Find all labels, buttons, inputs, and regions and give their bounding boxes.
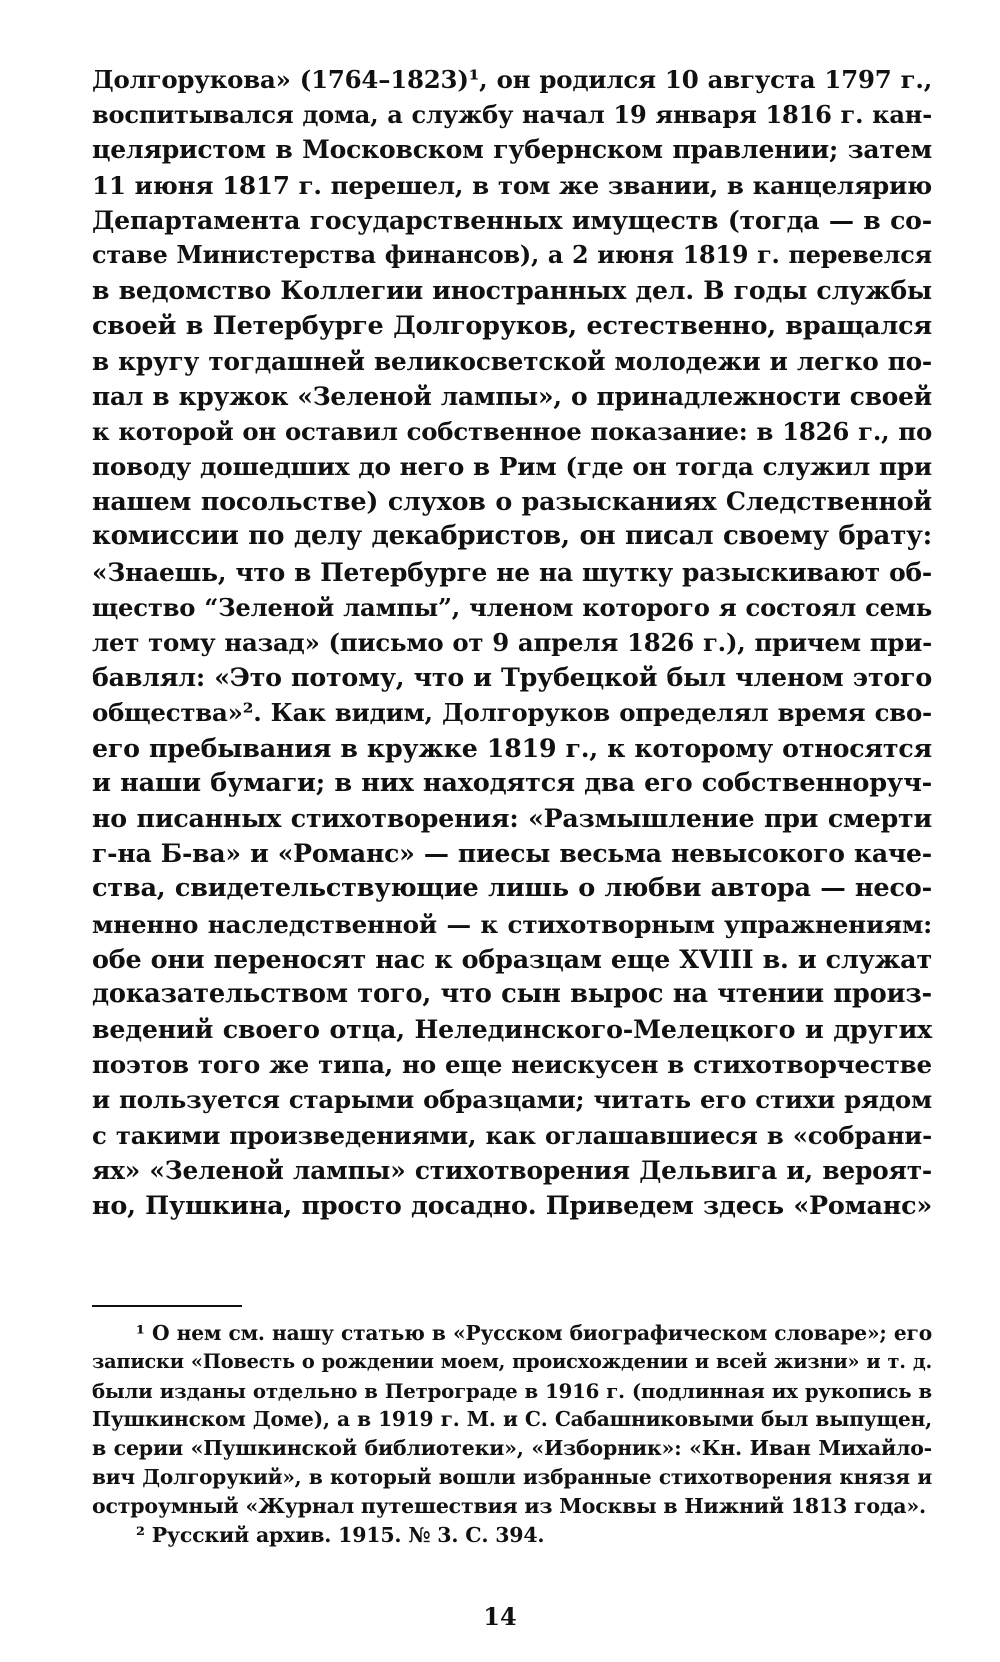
page-number: 14 (483, 1602, 517, 1631)
text-line: нашем посольстве) слухов о разысканиях Следственной (92, 486, 932, 517)
text-line: пал в кружок «Зеленой лампы», о принадлежности своей (92, 381, 932, 411)
text-line: и пользуется старыми образцами; читать его стихи рядом (92, 1085, 932, 1115)
text-line: бавлял: «Это потому, что и Трубецкой был членом этого (92, 662, 932, 693)
footnote-line: записки «Повесть о рождении моем, происхождении и всей жизни» и т. д. (92, 1349, 932, 1373)
text-line: своей в Петербурге Долгоруков, естественно, вращался (92, 310, 932, 341)
text-line: с такими произведениями, как оглашавшиеся в «собрани- (92, 1120, 932, 1150)
text-line: обе они переносят нас к образцам еще XVIII в. и служат (92, 943, 932, 974)
text-line: ставе Министерства финансов), а 2 июня 1819 г. перевелся (92, 240, 932, 269)
text-line: и наши бумаги; в них находятся два его собственноруч- (92, 767, 932, 798)
text-line: комиссии по делу декабристов, он писал своему брату: (92, 521, 932, 552)
footnote-divider (92, 1305, 242, 1307)
text-line: доказательством того, что сын вырос на чтении произ- (92, 978, 932, 1009)
text-line: в кругу тогдашней великосветской молодежи и легко по- (92, 346, 932, 376)
text-line: но писанных стихотворения: «Размышление при смерти (92, 802, 932, 833)
text-line: щество “Зеленой лампы”, членом которого я состоял семь (92, 592, 932, 622)
footnote-line: ¹ О нем см. нашу статью в «Русском биографическом словаре»; его (136, 1321, 932, 1345)
text-line: 11 июня 1817 г. перешел, в том же звании, в канцелярию (92, 170, 932, 200)
text-line: к которой он оставил собственное показание: в 1826 г., по (92, 416, 932, 446)
text-line: мненно наследственной — к стихотворным упражнениям: (92, 909, 932, 939)
text-line: ях» «Зеленой лампы» стихотворения Дельвига и, вероят- (92, 1155, 932, 1185)
text-line: Департамента государственных имуществ (тогда — в со- (92, 204, 932, 235)
text-line: лет тому назад» (письмо от 9 апреля 1826 г.), причем при- (92, 628, 932, 657)
text-line: г-на Б-ва» и «Романс» — пиесы весьма невысокого каче- (92, 838, 932, 869)
main-text (92, 62, 932, 1223)
text-line: воспитывался дома, а службу начал 19 января 1816 г. кан- (92, 100, 932, 130)
text-line: общества»². Как видим, Долгоруков определял время сво- (92, 698, 932, 728)
text-line: ства, свидетельствующие лишь о любви автора — несо- (92, 873, 932, 904)
text-line: целяристом в Московском губернском правлении; затем (92, 134, 932, 165)
text-line: поводу дошедших до него в Рим (где он тогда служил при (92, 452, 932, 482)
text-line: поэтов того же типа, но еще неискусен в стихотворчестве (92, 1050, 932, 1080)
text-line: «Знаешь, что в Петербурге не на шутку разыскивают об- (92, 557, 932, 587)
footnotes (92, 1319, 932, 1549)
text-line: его пребывания в кружке 1819 г., к которому относятся (92, 732, 932, 763)
footnote-line: Пушкинском Доме), а в 1919 г. М. и С. Сабашниковыми был выпущен, (92, 1407, 932, 1432)
footnote-line: ² Русский архив. 1915. № 3. С. 394. (136, 1522, 545, 1547)
text-line: но, Пушкина, просто досадно. Приведем здесь «Романс» (92, 1190, 932, 1220)
footnote-line: остроумный «Журнал путешествия из Москвы в Нижний 1813 года». (92, 1493, 926, 1518)
footnote-line: в серии «Пушкинской библиотеки», «Изборник»: «Кн. Иван Михайло- (92, 1436, 932, 1461)
footnote-line: были изданы отдельно в Петрограде в 1916 г. (подлинная их рукопись в (92, 1378, 932, 1403)
text-line: в ведомство Коллегии иностранных дел. В годы службы (92, 275, 932, 306)
footnote-line: вич Долгорукий», в который вошли избранные стихотворения князя и (92, 1464, 932, 1489)
text-line: ведений своего отца, Нелединского-Мелецкого и других (92, 1014, 932, 1045)
text-line: Долгорукова» (1764–1823)¹, он родился 10 августа 1797 г., (92, 65, 932, 94)
